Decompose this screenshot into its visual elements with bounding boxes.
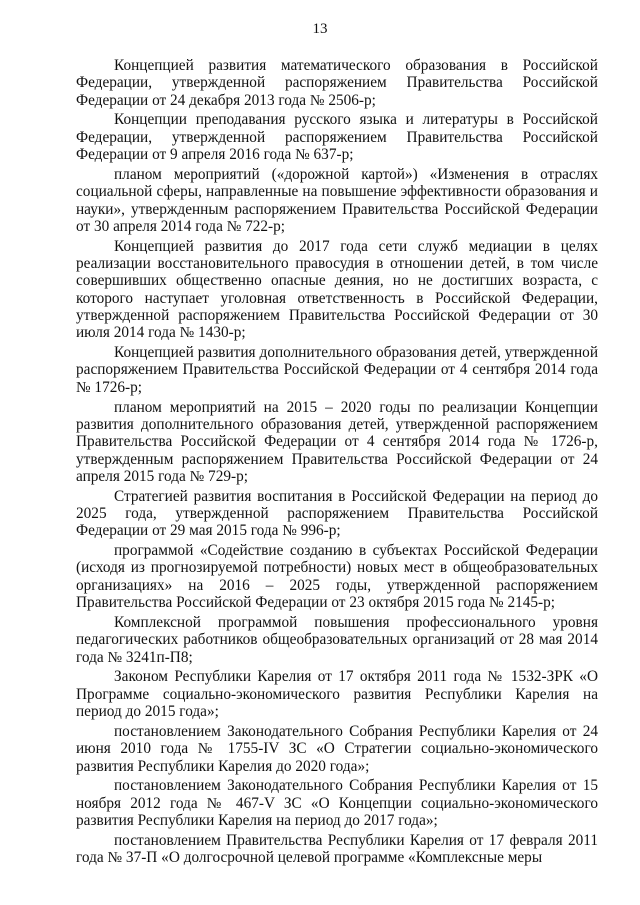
page-number: 13 (312, 21, 328, 37)
paragraph-additional-education-concept: Концепцией развития дополнительного образования детей, утвержденной распоряжением Правительства Российской Федерации от 4 сентября 2014 года № 1726-р; (76, 344, 598, 396)
paragraph-additional-education-plan: планом мероприятий на 2015 – 2020 годы по реализации Концепции развития дополнительного образования детей, утвержденной распоряжением Правительства Российской Федерации от 4 сентября 2014 года № 1726-р, утвержденным распоряжением Правительства Российской Федерации от 24 апреля 2015 года № 729-р; (76, 398, 598, 485)
paragraph-karelia-strategy-resolution: постановлением Законодательного Собрания Республики Карелия от 24 июня 2010 года № 1755-IV ЗС «О Стратегии социально-экономического развития Республики Карелия до 2020 года»; (76, 722, 598, 775)
paragraph-math-education-concept: Концепцией развития математического образования в Российской Федерации, утвержденной распоряжением Правительства Российской Федерации от 24 декабря 2013 года № 2506-р; (76, 57, 598, 109)
paragraph-new-school-places-program: программой «Содействие созданию в субъектах Российской Федерации (исходя из прогнозируемой потребности) новых мест в общеобразовательных организациях» на 2016 – 2025 годы, утвержденной распоряжением Правительства Российской Федерации от 23 октября 2015 года № 2145-р; (76, 542, 598, 612)
paragraph-karelia-development-law: Законом Республики Карелия от 17 октября 2011 года № 1532-ЗРК «О Программе социально-экономического развития Республики Карелия на период до 2015 года»; (76, 668, 598, 721)
paragraph-teacher-qualification-program: Комплексной программой повышения профессионального уровня педагогических работников общеобразовательных организаций от 28 мая 2014 года № 3241п-П8; (76, 613, 598, 666)
paragraph-mediation-services-concept: Концепцией развития до 2017 года сети служб медиации в целях реализации восстановительного правосудия в отношении детей, в том числе совершивших общественно опасные деяния, но не достигших возраста, с которого наступает уголовная ответственность в Российской Федерации, утвержденной распоряжением Правительства Российской Федерации от 30 июля 2014 года № 1430-р; (76, 237, 598, 342)
document-body (76, 57, 598, 869)
paragraph-russian-language-concept: Концепции преподавания русского языка и литературы в Российской Федерации, утвержденной распоряжением Правительства Российской Федерации от 9 апреля 2016 года № 637-р; (76, 111, 598, 164)
paragraph-upbringing-strategy: Стратегией развития воспитания в Российской Федерации на период до 2025 года, утвержденной распоряжением Правительства Российской Федерации от 29 мая 2015 года № 996-р; (76, 487, 598, 540)
paragraph-karelia-concept-resolution: постановлением Законодательного Собрания Республики Карелия от 15 ноября 2012 года № 467-V ЗС «О Концепции социально-экономического развития Республики Карелия на период до 2017 года»; (76, 777, 598, 829)
paragraph-roadmap-plan: планом мероприятий («дорожной картой») «Изменения в отраслях социальной сферы, направленные на повышение эффективности образования и науки», утвержденным распоряжением Правительства Российской Федерации от 30 апреля 2014 года № 722-р; (76, 165, 598, 235)
paragraph-karelia-government-resolution: постановлением Правительства Республики Карелия от 17 февраля 2011 года № 37-П «О долгосрочной целевой программе «Комплексные меры (76, 831, 598, 867)
